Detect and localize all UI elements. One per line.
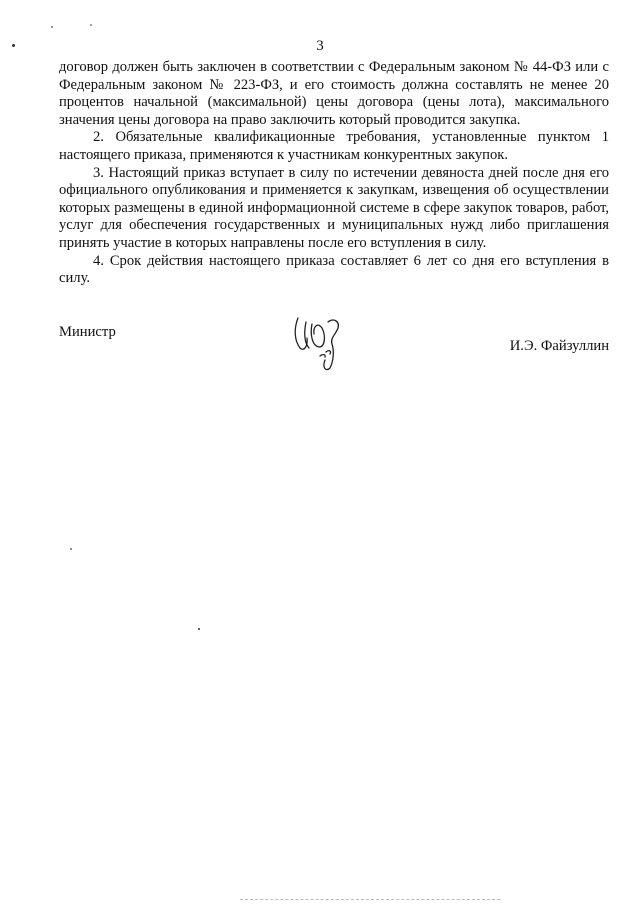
scan-speck — [70, 548, 72, 550]
scan-speck — [90, 24, 92, 26]
scan-speck — [51, 26, 53, 28]
paragraph-4: 4. Срок действия настоящего приказа составляет 6 лет со дня его вступления в силу. — [59, 252, 609, 287]
scan-speck — [198, 628, 200, 630]
page-number: 3 — [316, 38, 324, 54]
signature-block — [59, 324, 609, 374]
paragraph-3: 3. Настоящий приказ вступает в силу по истечении девяноста дней после дня его официального опубликования и применяется к закупкам, извещения об осуществлении которых размещены в единой информационной системе в сфере закупок товаров, работ, услуг для обеспечения государственных и муниципальных нужд либо приглашения принять участие в которых направлены после его вступления в силу. — [59, 164, 609, 251]
signer-name: И.Э. Файзуллин — [509, 338, 609, 354]
scan-speck — [12, 44, 15, 47]
handwritten-signature — [292, 314, 372, 374]
signer-title: Министр — [59, 324, 116, 340]
paragraph-continuation: договор должен быть заключен в соответствии с Федеральным законом № 44-ФЗ или с Федеральным законом № 223-ФЗ, и его стоимость должна составлять не менее 20 процентов начальной (максимальной) цены договора (цены лота), максимального значения цены договора на право заключить который проводится закупка. — [59, 59, 609, 128]
scan-edge-line — [240, 899, 500, 901]
paragraph-2: 2. Обязательные квалификационные требования, установленные пунктом 1 настоящего приказа, применяются к участникам конкурентных закупок. — [59, 129, 609, 163]
document-body — [59, 59, 609, 288]
